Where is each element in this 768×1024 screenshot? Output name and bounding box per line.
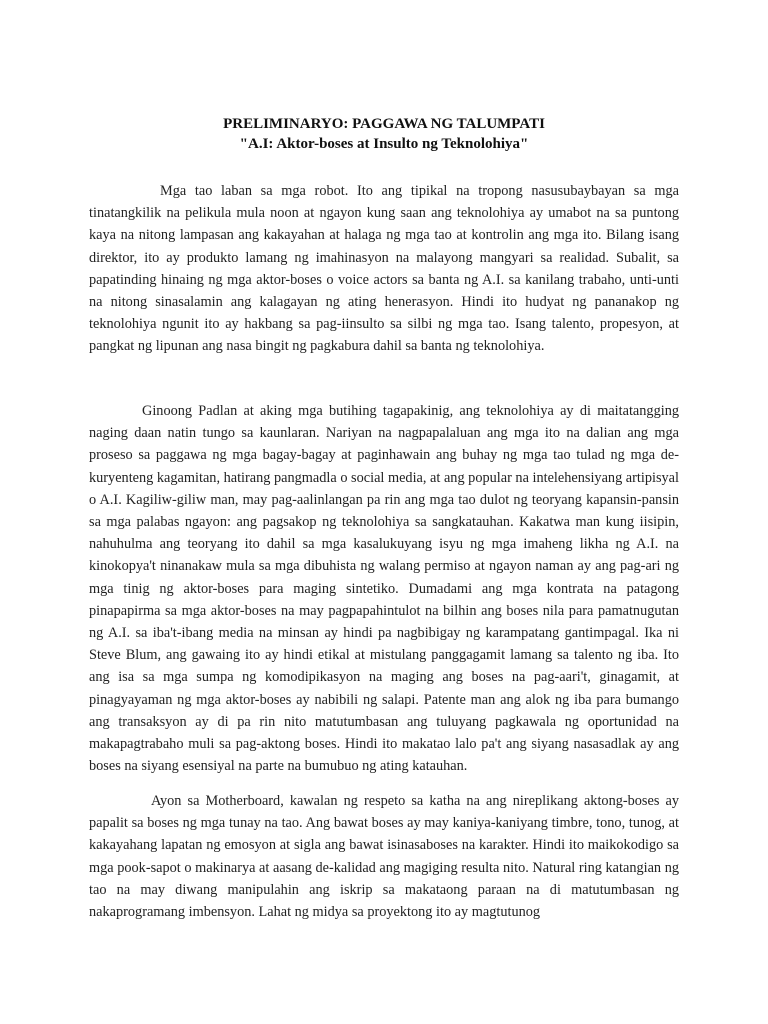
paragraph-1: Mga tao laban sa mga robot. Ito ang tipikal na tropong nasusubaybayan sa mga tinatangkilik na pelikula mula noon at ngayon kung saan ang teknolohiya ay umabot na sa puntong kaya na nitong lampasan ang kakayahan at halaga ng mga tao at kontrolin ang mga ito. Bilang isang direktor, ito ay produkto lamang ng imahinasyon na malayong mangyari sa realidad. Subalit, sa papatinding hinaing ng mga aktor-boses o voice actors sa banta ng A.I. sa kanilang trabaho, unti-unti na nitong sinasalamin ang kalagayan ng ating henerasyon. Hindi ito hudyat ng pananakop ng teknolohiya ngunit ito ay hakbang sa pag-iinsulto sa silbi ng mga tao. Isang talento, propesyon, at pangkat ng lipunan ang nasa bingit ng pagkabura dahil sa banta ng teknolohiya. (89, 183, 679, 355)
paragraph-3: Ayon sa Motherboard, kawalan ng respeto sa katha na ang nireplikang aktong-boses ay papalit sa boses ng mga tunay na tao. Ang bawat boses ay may kaniya-kaniyang timbre, tono, tunog, at kakayahang lapatan ng emosyon at sigla ang bawat isinasaboses na karakter. Hindi ito maikokodigo sa mga pook-sapot o makinarya at aasang de-kalidad ang magiging resulta nito. Natural ring katangian ng tao na may diwang manipulahin ang iskrip sa makataong paraan na di matutumbasan ng nakaprogramang imbensyon. Lahat ng midya sa proyektong ito ay magtutunog (89, 793, 679, 921)
document-title: PRELIMINARYO: PAGGAWA NG TALUMPATI (223, 116, 545, 132)
document-subtitle: "A.I: Aktor-boses at Insulto ng Teknolohiya" (239, 136, 529, 152)
paragraph-2: Ginoong Padlan at aking mga butihing tagapakinig, ang teknolohiya ay di maitatangging naging daan natin tungo sa kaunlaran. Nariyan na nagpapalaluan ang mga ito na dalian ang mga proseso sa paggawa ng mga bagay-bagay at paginhawain ang buhay ng mga tao tulad ng mga de-kuryenteng kagamitan, hatirang pangmadla o social media, at ang popular na intelehensiyang artipisyal o A.I. Kagiliw-giliw man, may pag-aalinlangan pa rin ang mga tao dulot ng teoryang kapansin-pansin sa mga palabas ngayon: ang pagsakop ng teknolohiya sa sangkatauhan. Kakatwa man kung iisipin, nahuhulma ang teoryang ito dahil sa mga kasalukuyang isyu ng mga imaheng likha ng A.I. na kinokopya't ninanakaw mula sa mga dibuhista ng walang permiso at ngayon naman ay ang pag-ari ng mga tinig ng aktor-boses para maging sintetiko. Dumadami ang mga kontrata na patagong pinapapirma sa mga aktor-boses na may pagpapahintulot na bilhin ang boses nila para pamatnugutan ng A.I. sa iba't-ibang media na minsan ay hindi pa nagbibigay ng karampatang gantimpagal. Ika ni Steve Blum, ang gawaing ito ay hindi etikal at mistulang panggagamit lamang sa talento ng iba. Ito ang isa sa mga sumpa ng komodipikasyon na maging ang boses na pag-aari't, ginagamit, at pinagyayaman ng mga aktor-boses ay nabibili ng salapi. Patente man ang alok ng iba para bumango ang transaksyon ay di pa rin nito matutumbasan ang tuluyang pagkawala ng oportunidad na makapagtrabaho muli sa pag-aktong boses. Hindi ito makatao lalo pa't ang siyang nasasadlak ay ang boses na siyang esensiyal na parte na bumubuo ng ating katauhan. (89, 403, 679, 775)
